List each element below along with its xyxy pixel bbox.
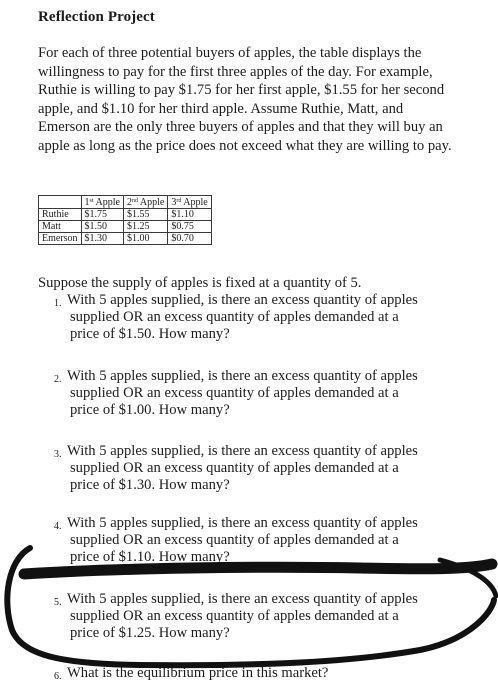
question-text [54, 515, 454, 567]
question-number: 2. [54, 374, 62, 385]
question-5 [54, 591, 454, 643]
header-number: 1 [84, 197, 90, 208]
table-row [39, 233, 212, 245]
question-line: What is the equilibrium price in this market? [67, 665, 329, 681]
question-line: supplied OR an excess quantity of apples demanded at a [70, 608, 399, 625]
question-number: 6. [54, 671, 62, 682]
question-line: With 5 apples supplied, is there an excess quantity of apples [67, 443, 418, 459]
question-line: price of $1.10. How many? [70, 549, 230, 566]
question-line: supplied OR an excess quantity of apples demanded at a [70, 460, 399, 477]
table-row [39, 209, 212, 221]
question-line: With 5 apples supplied, is there an excess quantity of apples [67, 515, 418, 531]
question-line: With 5 apples supplied, is there an excess quantity of apples [67, 368, 418, 384]
table-header-cell [123, 196, 167, 209]
table-header-cell [168, 196, 211, 209]
question-1 [54, 292, 454, 344]
question-text [54, 665, 454, 682]
page-title: Reflection Project [38, 9, 155, 25]
question-text [54, 443, 454, 495]
question-3 [54, 443, 454, 495]
question-line: With 5 apples supplied, is there an excess quantity of apples [67, 591, 418, 607]
question-6 [54, 665, 454, 682]
table-header-row [39, 196, 212, 209]
header-label: Apple [181, 197, 208, 208]
price-cell: $1.55 [123, 209, 167, 221]
price-cell: $1.75 [81, 209, 123, 221]
buyer-name-cell: Matt [39, 221, 82, 233]
header-ordinal: nd [131, 198, 138, 204]
header-label: Apple [93, 197, 120, 208]
intro-paragraph: For each of three potential buyers of apples, the table displays the willingness to pay for the first three apples of the day. For example, Ruthie is willing to pay $1.75 for her first apple, $1.55 for her second apple, and $1.10 for her third apple. Assume Ruthie, Matt, and Emerson are the only three buyers of apples and that they will buy an apple as long as the price does not exceed what they are willing to pay. [38, 45, 452, 154]
question-line: supplied OR an excess quantity of apples demanded at a [70, 385, 399, 402]
question-text [54, 368, 454, 420]
supply-statement: Suppose the supply of apples is fixed at a quantity of 5. [38, 275, 362, 291]
question-text [54, 292, 454, 344]
price-cell: $1.30 [81, 233, 123, 245]
table-header-cell [81, 196, 123, 209]
header-label: Apple [137, 197, 165, 208]
header-number: 3 [171, 197, 177, 208]
table-corner-cell [39, 196, 82, 209]
question-line: price of $1.30. How many? [70, 477, 230, 494]
buyer-name-cell: Ruthie [39, 209, 82, 221]
question-number: 1. [54, 298, 62, 309]
question-line: price of $1.50. How many? [70, 326, 230, 343]
buyer-name-cell: Emerson [39, 233, 82, 245]
question-2 [54, 368, 454, 420]
header-ordinal: st [89, 198, 94, 204]
header-ordinal: rd [176, 198, 182, 204]
question-number: 3. [54, 449, 62, 460]
price-cell: $0.75 [168, 221, 211, 233]
question-line: supplied OR an excess quantity of apples demanded at a [70, 532, 399, 549]
question-line: price of $1.00. How many? [70, 402, 230, 419]
question-number: 5. [54, 597, 62, 608]
header-number: 2 [126, 197, 132, 208]
question-line: With 5 apples supplied, is there an excess quantity of apples [67, 292, 418, 308]
question-4 [54, 515, 454, 567]
price-cell: $1.10 [168, 209, 211, 221]
price-cell: $1.00 [123, 233, 167, 245]
price-cell: $0.70 [168, 233, 211, 245]
question-text [54, 591, 454, 643]
question-line: price of $1.25. How many? [70, 625, 230, 642]
willingness-to-pay-table [38, 195, 212, 245]
question-number: 4. [54, 521, 62, 532]
question-line: supplied OR an excess quantity of apples demanded at a [70, 309, 399, 326]
table-row [39, 221, 212, 233]
price-cell: $1.25 [123, 221, 167, 233]
price-cell: $1.50 [81, 221, 123, 233]
